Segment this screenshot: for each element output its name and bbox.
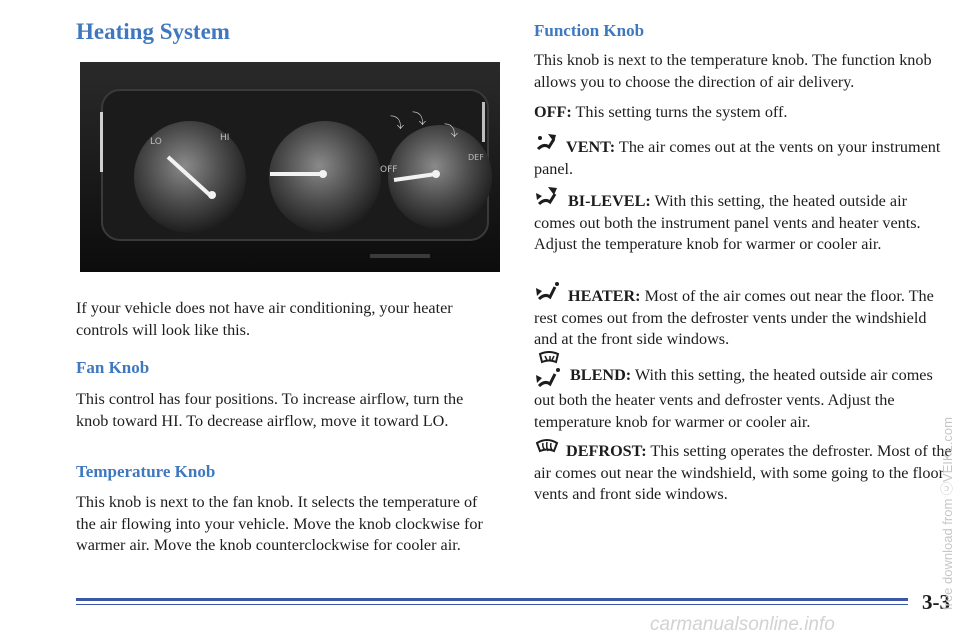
temperature-knob-heading: Temperature Knob xyxy=(76,462,216,481)
mode-blend xyxy=(534,350,952,433)
function-knob-text: This knob is next to the temperature knob. The function knob allows you to choose the direction of air delivery. xyxy=(534,51,932,91)
mode-bilevel-text: With this setting, the heated outside air comes out both the instrument panel vents and heater vents. Adjust the temperature knob for warmer or cooler air. xyxy=(534,192,921,253)
mode-heater-text: Most of the air comes out near the floor. The rest comes out from the defroster vents under the windshield and at the front side windows. xyxy=(534,287,934,348)
heater-icon xyxy=(534,278,562,304)
blend-icon xyxy=(534,350,564,390)
mode-off-text: This setting turns the system off. xyxy=(571,103,788,121)
temperature-knob-text: This knob is next to the fan knob. It selects the temperature of the air flowing into your vehicle. Move the knob clockwise for warmer air. Move the knob counterclockwise for cooler air. xyxy=(76,493,483,554)
heater-control-photo xyxy=(80,62,500,272)
mode-defrost xyxy=(534,437,952,506)
defrost-icon xyxy=(534,437,560,459)
svg-text:DEF: DEF xyxy=(468,153,484,162)
mode-off xyxy=(534,102,952,124)
heater-panel-illustration xyxy=(80,62,500,272)
mode-defrost-text: This setting operates the defroster. Most of the air comes out near the windshield, with some going to the floor vents and front side windows. xyxy=(534,442,952,503)
mode-bilevel xyxy=(534,183,952,256)
mode-vent xyxy=(534,129,952,180)
bottom-watermark: carmanualsonline.info xyxy=(650,614,835,635)
heater-intro-text: If your vehicle does not have air conditioning, your heater controls will look like this. xyxy=(76,299,453,339)
footer-rule-thick xyxy=(76,598,908,601)
mode-vent-text: The air comes out at the vents on your instrument panel. xyxy=(534,138,941,178)
mode-bilevel-label: BI-LEVEL: xyxy=(568,192,651,210)
mode-blend-text: With this setting, the heated outside air comes out both the heater vents and defroster vents. Adjust the temperature knob for warmer or cooler air. xyxy=(534,366,933,431)
fan-knob-text: This control has four positions. To increase airflow, turn the knob toward HI. To decrease airflow, move it toward LO. xyxy=(76,390,464,430)
svg-text:⤵: ⤵ xyxy=(444,124,458,140)
mode-vent-label: VENT: xyxy=(566,138,616,156)
fan-knob-heading: Fan Knob xyxy=(76,358,150,377)
mode-off-label: OFF: xyxy=(534,103,572,121)
svg-text:⤵: ⤵ xyxy=(412,112,426,128)
svg-text:HI: HI xyxy=(220,133,230,143)
vent-icon xyxy=(534,129,560,155)
svg-text:OFF: OFF xyxy=(380,165,398,175)
section-title: Heating System xyxy=(76,19,230,44)
footer-rule-thin xyxy=(76,604,908,605)
svg-text:⤵: ⤵ xyxy=(390,116,404,132)
mode-defrost-label: DEFROST: xyxy=(566,442,647,460)
svg-text:LO: LO xyxy=(150,137,162,147)
mode-blend-label: BLEND: xyxy=(570,366,632,384)
page-number: 3-3 xyxy=(922,590,950,614)
bilevel-icon xyxy=(534,183,562,209)
mode-heater-label: HEATER: xyxy=(568,287,641,305)
mode-heater xyxy=(534,278,952,351)
function-knob-heading: Function Knob xyxy=(534,21,645,40)
side-watermark: free download from ⓒVEIKL.com xyxy=(940,417,955,610)
